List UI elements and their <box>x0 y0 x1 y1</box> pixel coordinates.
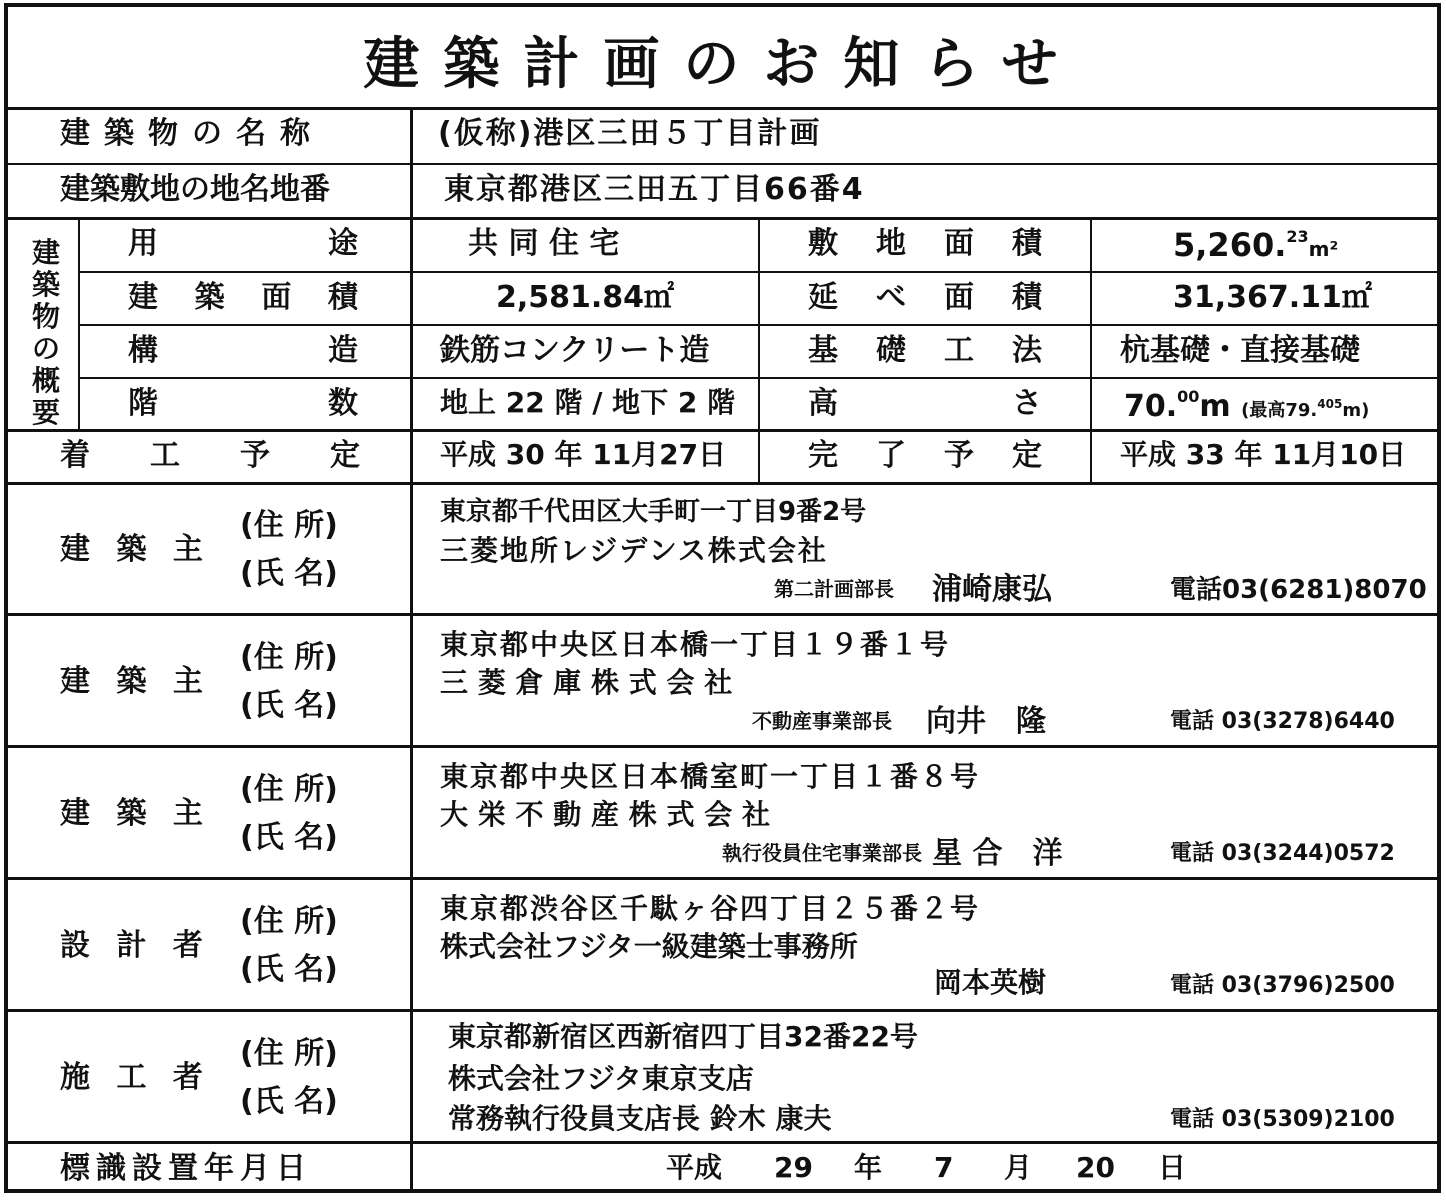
divider <box>8 1009 1437 1012</box>
site-area-number: 5,260. <box>1173 226 1287 264</box>
label-char: 用 <box>128 226 158 261</box>
label-char: さ <box>1012 386 1042 421</box>
label-char: べ <box>876 280 906 315</box>
divider <box>8 613 1437 616</box>
person-name: 岡本英樹 <box>934 966 1047 999</box>
party-company: 三 菱 倉 庫 株 式 会 社 <box>440 666 733 699</box>
address-label: (住 所) <box>240 904 338 939</box>
height-unit: m <box>1199 389 1231 424</box>
site-address-value: 東京都港区三田五丁目66番4 <box>444 172 865 207</box>
posted-day-unit: 日 <box>1158 1151 1187 1184</box>
label-char: 定 <box>330 438 360 473</box>
overview-value-structure: 鉄筋コンクリート造 <box>440 333 710 368</box>
party-company: 大 栄 不 動 産 株 式 会 社 <box>440 798 770 831</box>
posted-year: 29 <box>774 1151 813 1184</box>
site-address-label: 建築敷地の地名地番 <box>60 172 330 207</box>
person-name: 星 合 洋 <box>932 836 1063 871</box>
label-char: 予 <box>240 438 270 473</box>
label-char: 高 <box>808 386 838 421</box>
person-title: 不動産事業部長 <box>752 709 892 733</box>
address-label: (住 所) <box>240 772 338 807</box>
person-title: 常務執行役員支店長 鈴木 康夫 <box>448 1102 832 1135</box>
party-company: 三菱地所レジデンス株式会社 <box>440 534 828 567</box>
divider <box>8 217 1437 220</box>
label-char: 数 <box>328 386 358 421</box>
divider <box>78 217 80 429</box>
overview-value-floors: 地上 22 階 / 地下 2 階 <box>440 386 736 419</box>
name-label: (氏 名) <box>240 820 338 855</box>
site-area-decimal: 23 <box>1286 227 1309 246</box>
overview-label-floors <box>128 386 358 421</box>
overview-value-floor-area: 31,367.11㎡ <box>1173 280 1372 315</box>
height-number: 70. <box>1124 389 1178 424</box>
posted-era: 平成 <box>666 1151 723 1184</box>
party-company: 株式会社フジタ東京支店 <box>448 1062 754 1095</box>
label-char: 途 <box>328 226 358 261</box>
label-char: 積 <box>327 280 358 315</box>
party-address: 東京都中央区日本橋一丁目１９番１号 <box>440 628 951 661</box>
label-char: 基 <box>808 333 838 368</box>
building-name-value: (仮称)港区三田５丁目計画 <box>438 116 822 151</box>
party-phone: 電話 03(3244)0572 <box>1170 841 1395 866</box>
label-char: 敷 <box>808 226 838 261</box>
end-date: 平成 33 年 11月10日 <box>1120 438 1407 471</box>
overview-label-height <box>808 386 1042 421</box>
divider <box>1090 217 1092 482</box>
name-label: (氏 名) <box>240 688 338 723</box>
overview-value-site-area <box>1173 226 1339 264</box>
party-role: 建 築 主 <box>60 796 211 831</box>
party-phone: 電話 03(5309)2100 <box>1170 1107 1395 1132</box>
overview-value-use: 共 同 住 宅 <box>468 226 620 261</box>
party-phone: 電話 03(3796)2500 <box>1170 973 1395 998</box>
party-role: 建 築 主 <box>60 532 211 567</box>
label-char: 延 <box>808 280 838 315</box>
overview-label-foundation <box>808 333 1042 368</box>
label-char: 工 <box>944 333 974 368</box>
posted-month: 7 <box>934 1151 954 1184</box>
overview-value-height <box>1124 389 1369 422</box>
label-char: 礎 <box>876 333 906 368</box>
overview-label-building-area <box>128 280 358 315</box>
start-date: 平成 30 年 11月27日 <box>440 438 727 471</box>
party-phone: 電話 03(3278)6440 <box>1170 709 1395 734</box>
label-char: 築 <box>194 280 225 315</box>
label-char: 法 <box>1012 333 1042 368</box>
label-char: 階 <box>128 386 158 421</box>
sign-title: 建築計画のお知らせ <box>363 32 1082 97</box>
posted-month-unit: 月 <box>1004 1151 1033 1184</box>
posted-day: 20 <box>1076 1151 1115 1184</box>
label-char: 面 <box>261 280 292 315</box>
overview-value-building-area: 2,581.84㎡ <box>496 280 675 315</box>
party-company: 株式会社フジタ一級建築士事務所 <box>440 930 858 963</box>
divider <box>8 107 1437 110</box>
max-height-unit: m) <box>1342 400 1370 421</box>
divider <box>8 482 1437 485</box>
overview-label-use <box>128 226 358 261</box>
address-label: (住 所) <box>240 640 338 675</box>
divider <box>8 745 1437 748</box>
divider <box>8 429 1437 432</box>
party-address: 東京都新宿区西新宿四丁目32番22号 <box>448 1020 918 1053</box>
label-char: 工 <box>150 438 180 473</box>
divider <box>758 217 760 482</box>
name-label: (氏 名) <box>240 1084 338 1119</box>
divider <box>410 107 413 1189</box>
building-name-label: 建築物の名称 <box>60 116 324 151</box>
label-char: 地 <box>876 226 906 261</box>
max-height <box>1241 397 1370 421</box>
address-label: (住 所) <box>240 1036 338 1071</box>
party-address: 東京都中央区日本橋室町一丁目１番８号 <box>440 760 981 793</box>
label-char: 面 <box>944 280 974 315</box>
label-char: 積 <box>1012 280 1042 315</box>
label-char: 構 <box>128 333 158 368</box>
label-char: 完 <box>808 438 838 473</box>
name-label: (氏 名) <box>240 556 338 591</box>
start-label <box>60 438 360 473</box>
posted-label: 標識設置年月日 <box>60 1151 312 1186</box>
overview-label-floor-area <box>808 280 1042 315</box>
party-address: 東京都千代田区大手町一丁目9番2号 <box>440 497 867 527</box>
label-char: 定 <box>1012 438 1042 473</box>
label-char: 建 <box>128 280 158 315</box>
name-label: (氏 名) <box>240 952 338 987</box>
label-char: 積 <box>1012 226 1042 261</box>
party-role: 建 築 主 <box>60 664 211 699</box>
overview-value-foundation: 杭基礎・直接基礎 <box>1120 333 1360 368</box>
divider <box>8 163 1437 165</box>
label-char: 了 <box>876 438 906 473</box>
label-char: 予 <box>944 438 974 473</box>
overview-label-structure <box>128 333 358 368</box>
end-label <box>808 438 1042 473</box>
label-char: 造 <box>328 333 358 368</box>
person-name: 向井 隆 <box>926 704 1046 739</box>
party-role: 施 工 者 <box>60 1060 211 1095</box>
person-title: 第二計画部長 <box>774 577 894 601</box>
address-label: (住 所) <box>240 508 338 543</box>
overview-vertical-label: 建築物の概要 <box>31 236 60 429</box>
divider <box>8 1141 1437 1144</box>
label-char: 着 <box>60 438 90 473</box>
overview-label-site-area <box>808 226 1042 261</box>
site-area-unit: m² <box>1308 237 1339 261</box>
construction-notice-sign <box>4 3 1441 1193</box>
posted-year-unit: 年 <box>854 1151 883 1184</box>
label-char: 面 <box>944 226 974 261</box>
person-title: 執行役員住宅事業部長 <box>722 841 922 865</box>
party-role: 設 計 者 <box>60 928 211 963</box>
height-decimal: 00 <box>1177 387 1200 406</box>
party-address: 東京都渋谷区千駄ヶ谷四丁目２５番２号 <box>440 892 981 925</box>
divider <box>8 877 1437 880</box>
max-height-number: (最高79. <box>1241 400 1318 421</box>
person-name: 浦崎康弘 <box>932 572 1052 607</box>
max-height-decimal: 405 <box>1317 397 1343 411</box>
party-phone: 電話03(6281)8070 <box>1170 575 1427 605</box>
